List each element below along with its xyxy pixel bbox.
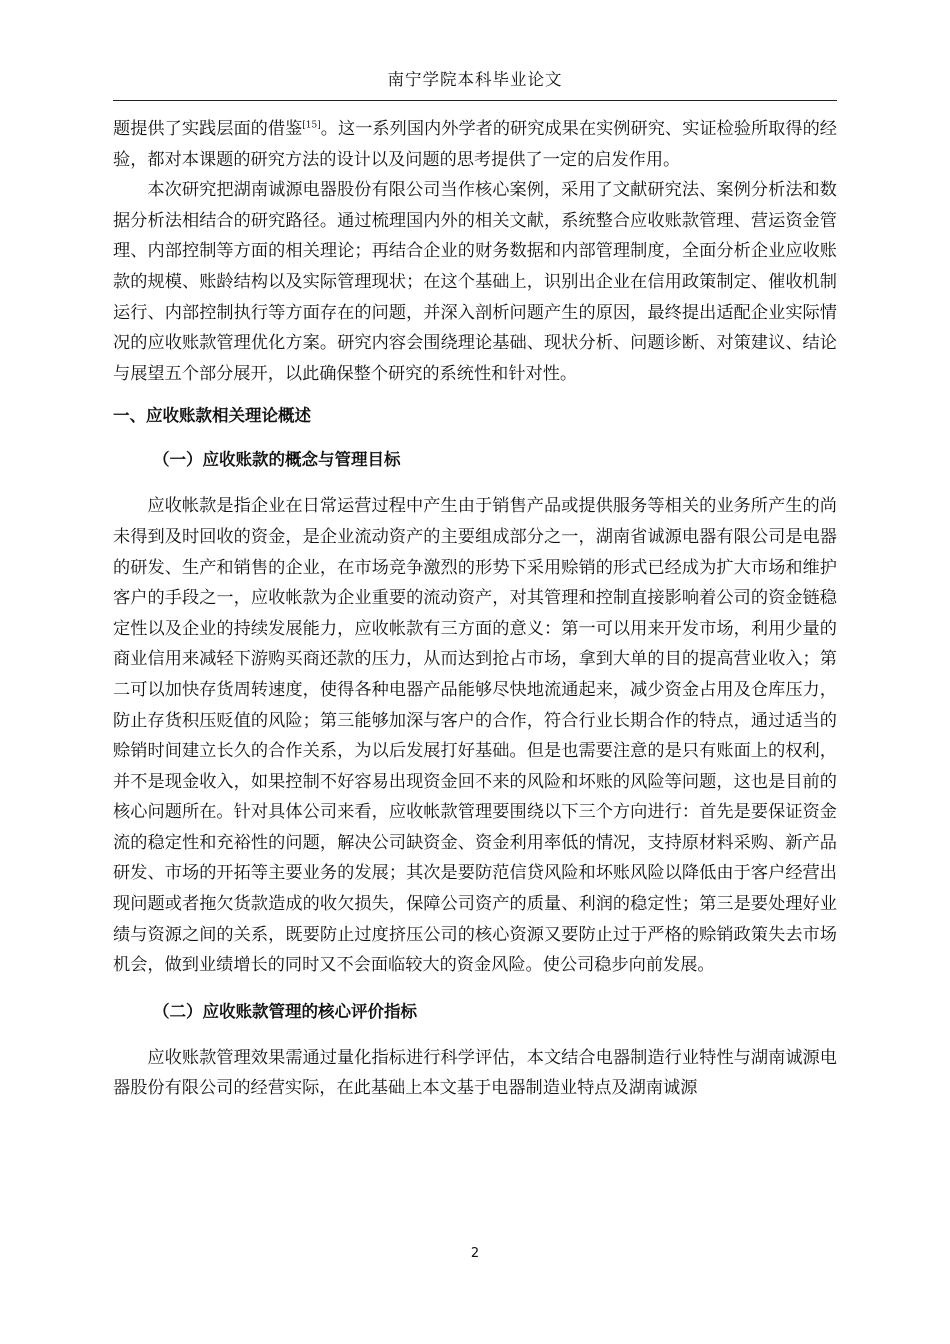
running-header: 南宁学院本科毕业论文 [387,70,563,89]
paragraph-text: 题提供了实践层面的借鉴 [113,119,303,139]
page-number: 2 [470,1246,480,1261]
page-body [113,114,837,1104]
subsection-heading: （二）应收账款管理的核心评价指标 [153,1001,417,1021]
paragraph-research-method: 本次研究把湖南诚源电器股份有限公司当作核心案例，采用了文献研究法、案例分析法和数据分析法相结合的研究路径。通过梳理国内外的相关文献，系统整合应收账款管理、营运资金管理、内部控制等方面的相关理论；再结合企业的财务数据和内部管理制度，全面分析企业应收账款的规模、账龄结构以及实际管理现状；在这个基础上，识别出企业在信用政策制定、催收机制运行、内部控制执行等方面存在的问题，并深入剖析问题产生的原因，最终提出适配企业实际情况的应收账款管理优化方案。研究内容会围绕理论基础、现状分析、问题诊断、对策建议、结论与展望五个部分展开，以此确保整个研究的系统性和针对性。 [113,180,837,384]
citation-reference: [15] [302,120,321,131]
paragraph-concept: 应收帐款是指企业在日常运营过程中产生由于销售产品或提供服务等相关的业务所产生的尚未得到及时回收的资金，是企业流动资产的主要组成部分之一，湖南省诚源电器有限公司是电器的研发、生产和销售的企业，在市场竞争激烈的形势下采用赊销的形式已经成为扩大市场和维护客户的手段之一，应收帐款为企业重要的流动资产，对其管理和控制直接影响着公司的资金链稳定性以及企业的持续发展能力，应收帐款有三方面的意义：第一可以用来开发市场，利用少量的商业信用来减轻下游购买商还款的压力，从而达到抢占市场，拿到大单的目的提高营业收入；第二可以加快存货周转速度，使得各种电器产品能够尽快地流通起来，减少资金占用及仓库压力，防止存货积压贬值的风险；第三能够加深与客户的合作，符合行业长期合作的特点，通过适当的赊销时间建立长久的合作关系，为以后发展打好基础。但是也需要注意的是只有账面上的权利，并不是现金收入，如果控制不好容易出现资金回不来的风险和坏账的风险等问题，这也是目前的核心问题所在。针对具体公司来看，应收帐款管理要围绕以下三个方向进行：首先是要保证资金流的稳定性和充裕性的问题，解决公司缺资金、资金利用率低的情况，支持原材料采购、新产品研发、市场的开拓等主要业务的发展；其次是要防范信贷风险和坏账风险以降低由于客户经营出现问题或者拖欠货款造成的收欠损失，保障公司资产的质量、利润的稳定性；第三是要处理好业绩与资源之间的关系，既要防止过度挤压公司的核心资源又要防止过于严格的赊销政策失去市场机会，做到业绩增长的同时又不会面临较大的资金风险。使公司稳步向前发展。 [113,496,837,976]
subsection-heading: （一）应收账款的概念与管理目标 [153,450,401,470]
paragraph-continued [113,114,837,175]
header-rule [113,100,837,101]
paragraph-text: 。这一系列国内外学者的研究成果在实例研究、实证检验所取得的经验，都对本课题的研究方法的设计以及问题的思考提供了一定的启发作用。 [113,119,837,170]
paragraph-indicators: 应收账款管理效果需通过量化指标进行科学评估，本文结合电器制造行业特性与湖南诚源电器股份有限公司的经营实际，在此基础上本文基于电器制造业特点及湖南诚源 [113,1047,837,1099]
section-heading: 一、应收账款相关理论概述 [113,406,311,426]
